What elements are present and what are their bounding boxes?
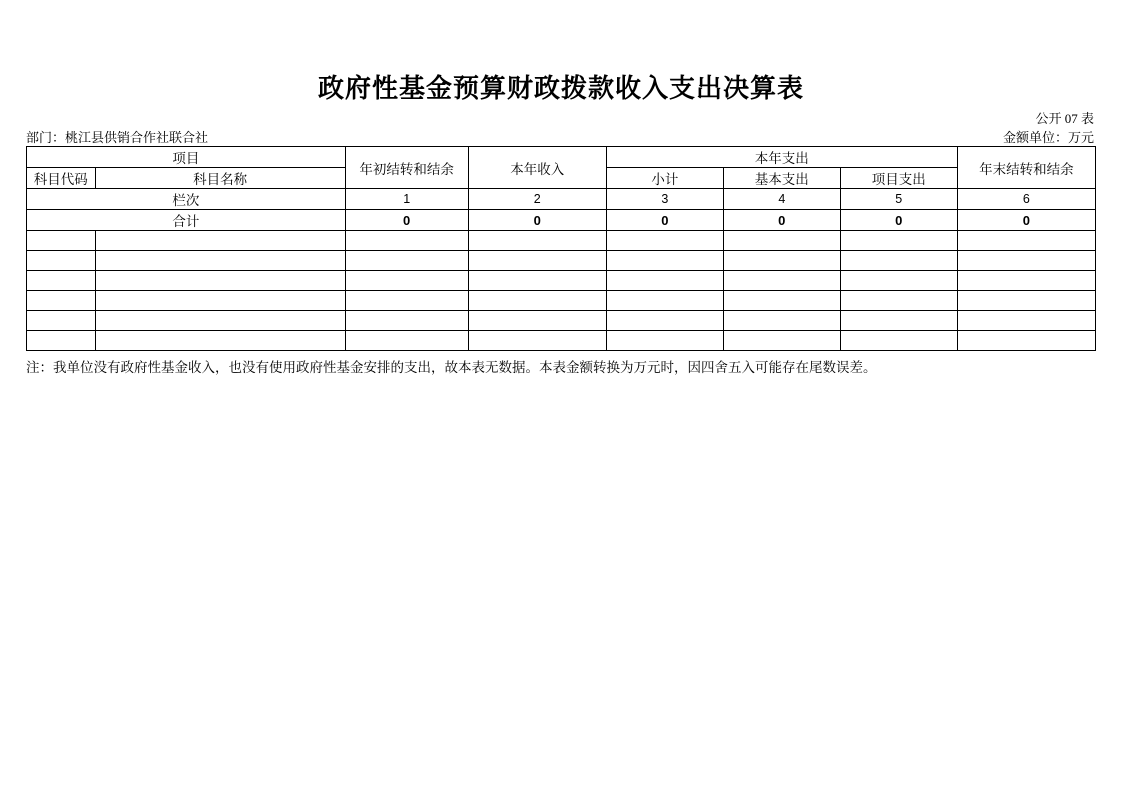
cell-end-balance (957, 271, 1095, 291)
cell-subject-name (95, 311, 345, 331)
cell-subtotal (606, 291, 723, 311)
cell-basic-expense (723, 251, 840, 271)
amount-unit: 金额单位：万元 (1002, 130, 1094, 145)
table-lane-row (27, 189, 1096, 210)
table-row (27, 311, 1096, 331)
table-row (27, 231, 1096, 251)
lane-number-5: 5 (840, 189, 957, 210)
cell-year-income (468, 271, 606, 291)
cell-subject-code (27, 331, 96, 351)
lane-number-3: 3 (606, 189, 723, 210)
cell-basic-expense (723, 311, 840, 331)
total-subtotal: 0 (606, 210, 723, 231)
budget-table (26, 146, 1096, 351)
cell-project-expense (840, 271, 957, 291)
cell-begin-balance (345, 231, 468, 251)
total-label: 合计 (27, 210, 346, 231)
cell-begin-balance (345, 271, 468, 291)
cell-subject-name (95, 271, 345, 291)
cell-begin-balance (345, 331, 468, 351)
cell-project-expense (840, 291, 957, 311)
lane-number-2: 2 (468, 189, 606, 210)
lane-number-4: 4 (723, 189, 840, 210)
total-end-balance: 0 (957, 210, 1095, 231)
cell-year-income (468, 291, 606, 311)
total-year-income: 0 (468, 210, 606, 231)
header-subject-code: 科目代码 (27, 168, 96, 189)
cell-year-income (468, 231, 606, 251)
cell-basic-expense (723, 331, 840, 351)
cell-end-balance (957, 251, 1095, 271)
header-subtotal: 小计 (606, 168, 723, 189)
cell-begin-balance (345, 251, 468, 271)
cell-subtotal (606, 311, 723, 331)
lane-number-6: 6 (957, 189, 1095, 210)
cell-subject-name (95, 231, 345, 251)
cell-subject-name (95, 331, 345, 351)
cell-subtotal (606, 331, 723, 351)
cell-begin-balance (345, 291, 468, 311)
table-header-row-1 (27, 147, 1096, 168)
cell-subject-name (95, 251, 345, 271)
cell-subtotal (606, 231, 723, 251)
form-code: 公开 07 表 (1035, 111, 1094, 126)
header-project-group: 项目 (27, 147, 346, 168)
header-project-expense: 项目支出 (840, 168, 957, 189)
cell-end-balance (957, 311, 1095, 331)
cell-project-expense (840, 251, 957, 271)
cell-subtotal (606, 251, 723, 271)
cell-end-balance (957, 231, 1095, 251)
cell-basic-expense (723, 291, 840, 311)
total-project-expense: 0 (840, 210, 957, 231)
table-row (27, 271, 1096, 291)
cell-subject-code (27, 311, 96, 331)
cell-year-income (468, 311, 606, 331)
table-row (27, 251, 1096, 271)
cell-year-income (468, 331, 606, 351)
header-year-income: 本年收入 (468, 147, 606, 189)
cell-subject-name (95, 291, 345, 311)
table-row (27, 331, 1096, 351)
header-basic-expense: 基本支出 (723, 168, 840, 189)
cell-subject-code (27, 291, 96, 311)
table-row (27, 291, 1096, 311)
header-year-expense-group: 本年支出 (606, 147, 957, 168)
header-subject-name: 科目名称 (95, 168, 345, 189)
total-begin-balance: 0 (345, 210, 468, 231)
cell-subtotal (606, 271, 723, 291)
header-end-balance: 年末结转和结余 (957, 147, 1095, 189)
department-label: 部门：桃江县供销合作社联合社 (26, 130, 209, 145)
table-note: 注：我单位没有政府性基金收入，也没有使用政府性基金安排的支出，故本表无数据。本表金额转换为万元时，因四舍五入可能存在尾数误差。 (26, 360, 877, 375)
cell-subject-code (27, 251, 96, 271)
cell-end-balance (957, 331, 1095, 351)
cell-end-balance (957, 291, 1095, 311)
table-total-row (27, 210, 1096, 231)
cell-begin-balance (345, 311, 468, 331)
lane-number-1: 1 (345, 189, 468, 210)
cell-basic-expense (723, 231, 840, 251)
cell-subject-code (27, 271, 96, 291)
cell-project-expense (840, 231, 957, 251)
cell-project-expense (840, 311, 957, 331)
header-begin-balance: 年初结转和结余 (345, 147, 468, 189)
cell-basic-expense (723, 271, 840, 291)
cell-project-expense (840, 331, 957, 351)
cell-year-income (468, 251, 606, 271)
total-basic-expense: 0 (723, 210, 840, 231)
lane-label: 栏次 (27, 189, 346, 210)
cell-subject-code (27, 231, 96, 251)
page-title: 政府性基金预算财政拨款收入支出决算表 (317, 74, 804, 103)
